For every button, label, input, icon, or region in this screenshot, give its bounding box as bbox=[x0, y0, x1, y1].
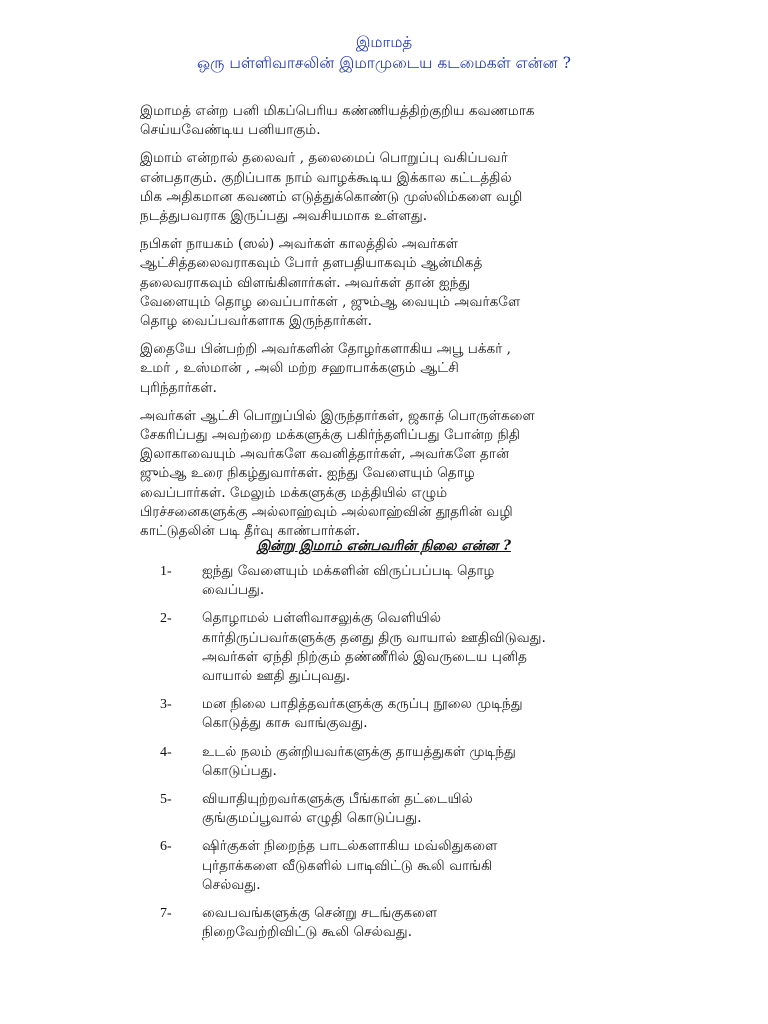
list-item-number: 2- bbox=[160, 611, 172, 627]
paragraph-line: இலாகாவையும் அவர்களே கவனித்தார்கள், அவர்களே தான் bbox=[140, 446, 510, 463]
list-item bbox=[160, 695, 640, 733]
list-item bbox=[160, 562, 640, 600]
intro-body bbox=[140, 102, 640, 550]
paragraph-2 bbox=[140, 149, 640, 226]
paragraph-4 bbox=[140, 340, 640, 398]
paragraph-3 bbox=[140, 235, 640, 331]
list-item bbox=[160, 904, 640, 942]
paragraph-line: காட்டுதலின் படி தீர்வு காண்பார்கள். bbox=[140, 523, 361, 540]
paragraph-line: வேளையும் தொழ வைப்பார்கள் , ஜும்ஆ வையும் அவர்களே bbox=[140, 293, 521, 310]
list-item-line: கொடுப்பது. bbox=[202, 762, 277, 779]
paragraph-line: தலைவராகவும் விளங்கினார்கள். அவர்கள் தான் ஐந்து bbox=[140, 274, 471, 291]
list-item-number: 3- bbox=[160, 697, 172, 713]
paragraph-line: தொழ வைப்பவர்களாக இருந்தார்கள். bbox=[140, 313, 372, 330]
paragraph-line: பிரச்சனைகளுக்கு அல்லாஹ்வும் அல்லாஹ்வின் தூதரின் வழி bbox=[140, 503, 513, 520]
paragraph-line: மிக அதிகமான கவணம் எடுத்துக்கொண்டு முஸ்லிம்களை வழி bbox=[140, 188, 523, 205]
list-item-number: 6- bbox=[160, 839, 172, 855]
section-heading: இன்று இமாம் என்பவரின் நிலை என்ன ? bbox=[257, 538, 511, 554]
list-item-line: ஷிர்குகள் நிறைந்த பாடல்களாகிய மவ்லிதுகளை bbox=[202, 838, 498, 855]
numbered-list bbox=[160, 562, 640, 951]
paragraph-line: இமாமத் என்ற பனி மிகப்பெரிய கண்ணியத்திற்குறிய கவணமாக bbox=[140, 103, 535, 119]
list-item-line: அவர்கள் ஏந்தி நிற்கும் தண்ணீரில் இவருடைய புனித bbox=[202, 648, 527, 665]
list-item bbox=[160, 837, 640, 895]
paragraph-line: ஆட்சித்தலைவராகவும் போர் தளபதியாகவும் ஆன்மிகத் bbox=[140, 255, 483, 272]
list-item-line: வியாதியுற்றவர்களுக்கு பீங்கான் தட்டையில் bbox=[202, 791, 473, 808]
list-item-line: மன நிலை பாதித்தவர்களுக்கு கருப்பு நூலை முடிந்து bbox=[202, 696, 523, 713]
list-item-line: நிறைவேற்றிவிட்டு கூலி செல்வது. bbox=[202, 924, 413, 941]
list-item bbox=[160, 609, 640, 686]
list-item-number: 1- bbox=[160, 564, 172, 579]
list-item-line: கொடுத்து காசு வாங்குவது. bbox=[202, 715, 368, 732]
paragraph-line: ஜும்ஆ உரை நிகழ்துவார்கள். ஐந்து வேளையும் தொழ bbox=[140, 465, 475, 482]
list-item-line: வைப்பது. bbox=[202, 582, 265, 599]
paragraph-5 bbox=[140, 407, 640, 541]
list-item-number: 7- bbox=[160, 906, 172, 922]
paragraph-line: சேகரிப்பது அவற்றை மக்களுக்கு பகிர்ந்தளிப்பது போன்ற நிதி bbox=[140, 427, 521, 444]
list-item-line: வைபவங்களுக்கு சென்று சடங்குகளை bbox=[202, 905, 438, 922]
list-item-line: குங்குமப்பூவால் எழுதி கொடுப்பது. bbox=[202, 810, 422, 827]
paragraph-line: உமர் , உஸ்மான் , அலி மற்ற சஹாபாக்களும் ஆட்சி bbox=[140, 360, 459, 377]
paragraph-line: வைப்பார்கள். மேலும் மக்களுக்கு மத்தியில் எழும் bbox=[140, 484, 448, 501]
paragraph-line: நடத்துபவராக இருப்பது அவசியமாக உள்ளது. bbox=[140, 208, 428, 225]
list-item-number: 5- bbox=[160, 792, 172, 808]
list-item-line: கார்திருப்பவர்களுக்கு தனது திரு வாயால் ஊதிவிடுவது. bbox=[202, 629, 546, 646]
paragraph-line: இமாம் என்றால் தலைவர் , தலைமைப் பொறுப்பு வகிப்பவர் bbox=[140, 150, 508, 167]
page-title: இமாமத் bbox=[355, 33, 413, 51]
list-item bbox=[160, 743, 640, 781]
list-item-line: உடல் நலம் குன்றியவர்களுக்கு தாயத்துகள் முடிந்து bbox=[202, 743, 516, 760]
paragraph-line: அவர்கள் ஆட்சி பொறுப்பில் இருந்தார்கள், ஜகாத் பொருள்களை bbox=[140, 407, 535, 424]
paragraph-line: நபிகள் நாயகம் (ஸல்) அவர்கள் காலத்தில் அவர்கள் bbox=[140, 236, 459, 253]
list-item-line: வாயால் ஊதி துப்புவது. bbox=[202, 668, 351, 685]
paragraph-line: என்பதாகும். குறிப்பாக நாம் வாழக்கூடிய இக்கால கட்டத்தில் bbox=[140, 169, 512, 186]
paragraph-line: இதையே பின்பற்றி அவர்களின் தோழர்களாகிய அபூ பக்கர் , bbox=[140, 341, 511, 358]
list-item-line: தொழாமல் பள்ளிவாசலுக்கு வெளியில் bbox=[202, 610, 442, 627]
paragraph-line: செய்யவேண்டிய பனியாகும். bbox=[140, 122, 321, 139]
list-item-number: 4- bbox=[160, 744, 172, 760]
paragraph-line: புரிந்தார்கள். bbox=[140, 379, 217, 396]
list-item-line: புர்தாக்களை வீடுகளில் பாடிவிட்டு கூலி வாங்கி bbox=[202, 857, 493, 874]
list-item bbox=[160, 790, 640, 828]
list-item-line: செல்வது. bbox=[202, 876, 261, 893]
paragraph-1 bbox=[140, 102, 640, 140]
list-item-line: ஐந்து வேளையும் மக்களின் விருப்பப்படி தொழ bbox=[202, 563, 495, 579]
page-subtitle: ஒரு பள்ளிவாசலின் இமாமுடைய கடமைகள் என்ன ? bbox=[197, 54, 571, 72]
